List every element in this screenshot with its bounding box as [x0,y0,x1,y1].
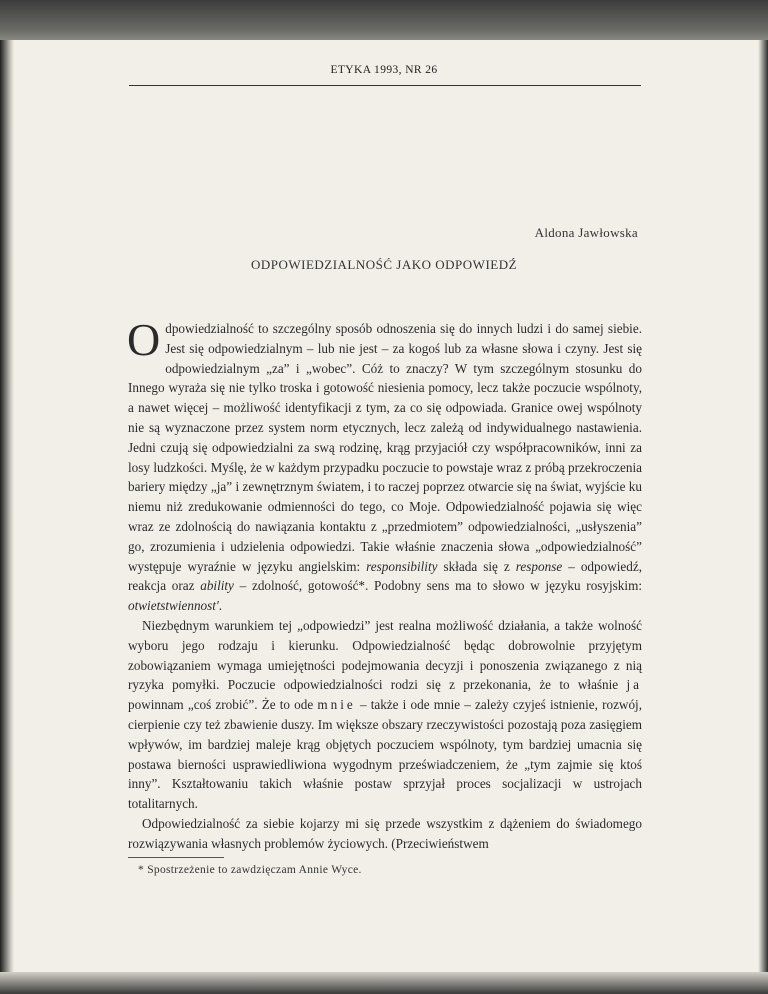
article-body [127,314,643,854]
header-rule [129,85,641,86]
article-title: ODPOWIEDZIALNOŚĆ JAKO ODPOWIEDŹ [250,257,518,272]
term-responsibility: responsibility [366,558,438,574]
scan-bottom-edge [0,972,768,994]
running-head: ETYKA 1993, NR 26 [330,64,438,76]
term-russian: otwietstwiennost' [128,598,219,614]
footnote: * Spostrzeżenie to zawdzięczam Annie Wyce. [138,864,362,876]
term-ability: ability [200,578,234,594]
paragraph-1-text-c: – odpowiedź, reakcja oraz [128,558,642,594]
drop-cap: O [127,314,161,365]
paragraph-1-text: dpowiedzialność to szczególny sposób odnoszenia się do innych ludzi i do samej siebie. Jest się odpowiedzialnym – lub nie jest – za kogoś lub za własne słowa i czyny. Jest się odpowiedzialnym „za” i „wobec”. Cóż to znaczy? W tym szczególnym stosunku do Innego wyraża się nie tylko troska i gotowość niesienia pomocy, lecz także poczucie wspólnoty, a nawet więcej – możliwość identyfikacji z tym, za co się odpowiada. Granice owej wspólnoty nie są wyznaczone przez system norm etycznych, lecz zależą od indywidualnego nastawienia. Jedni czują się odpowiedzialni za swą rodzinę, krąg przyjaciół czy współpracowników, inni za losy ludzkości. Myślę, że w każdym przypadku poczucie to powstaje wraz z próbą przekroczenia bariery między „ja” i zewnętrznym światem, i to raczej poprzez otwarcie się na świat, wyjście ku niemu niż zredukowanie odmienności do tego, co Moje. Odpowiedzialność pojawia się więc wraz ze zdolnością do nawiązania kontaktu z „przedmiotem” odpowiedzialności, „usłyszenia” go, zrozumienia i udzielenia odpowiedzi. Takie właśnie znaczenia słowa „odpowiedzialność” występuje wyraźnie w języku angielskim: [128,321,642,574]
paragraph-3: Odpowiedzialność za siebie kojarzy mi się przede wszystkim z dążeniem do świadomego rozwiązywania własnych problemów życiowych. (Przeciwieństwem [128,815,642,851]
term-response: response [515,558,563,574]
spaced-mnie: mnie [317,697,356,713]
paragraph-2-text-a: Niezbędnym warunkiem tej „odpowiedzi” jest realna możliwość działania, a także wolność wyboru jego rodzaju i kierunku. Odpowiedzialność będąc dobrowolnie przyjętym zobowiązaniem wymaga umiejętności podejmowania decyzji i ponoszenia związanego z nią ryzyka pomyłki. Poczucie odpowiedzialności rodzi się z przekonania, że to właśnie [128,617,642,693]
paragraph-2-text-c: – także i ode mnie – zależy czyjeś istnienie, rozwój, cierpienie czy też zbawienie duszy. Im większe obszary rzeczywistości pozostają poza zasięgiem wpływów, im bardziej maleje krąg objętych poczuciem wspólnoty, tym bardziej umacnia się postawa bierności usprawiedliwiona wygodnym przeświadczeniem, że „tym zajmie się ktoś inny”. Kształtowaniu takich właśnie postaw sprzyjał proces socjalizacji w ustrojach totalitarnych. [128,697,643,812]
paragraph-1-text-b: składa się z [437,558,516,574]
spaced-ja: ja [626,677,642,693]
paragraph-2 [128,616,642,814]
paragraph-1-text-e: . [218,598,223,614]
paragraph-1-text-d: – zdolność, gotowość*. Podobny sens ma to słowo w języku rosyjskim: [233,578,642,594]
article-author: Aldona Jawłowska [534,225,638,240]
paragraph-1 [127,314,642,616]
footnote-rule [128,857,224,858]
paragraph-2-text-b: powinnam „coś zrobić”. Że to ode [128,697,318,713]
